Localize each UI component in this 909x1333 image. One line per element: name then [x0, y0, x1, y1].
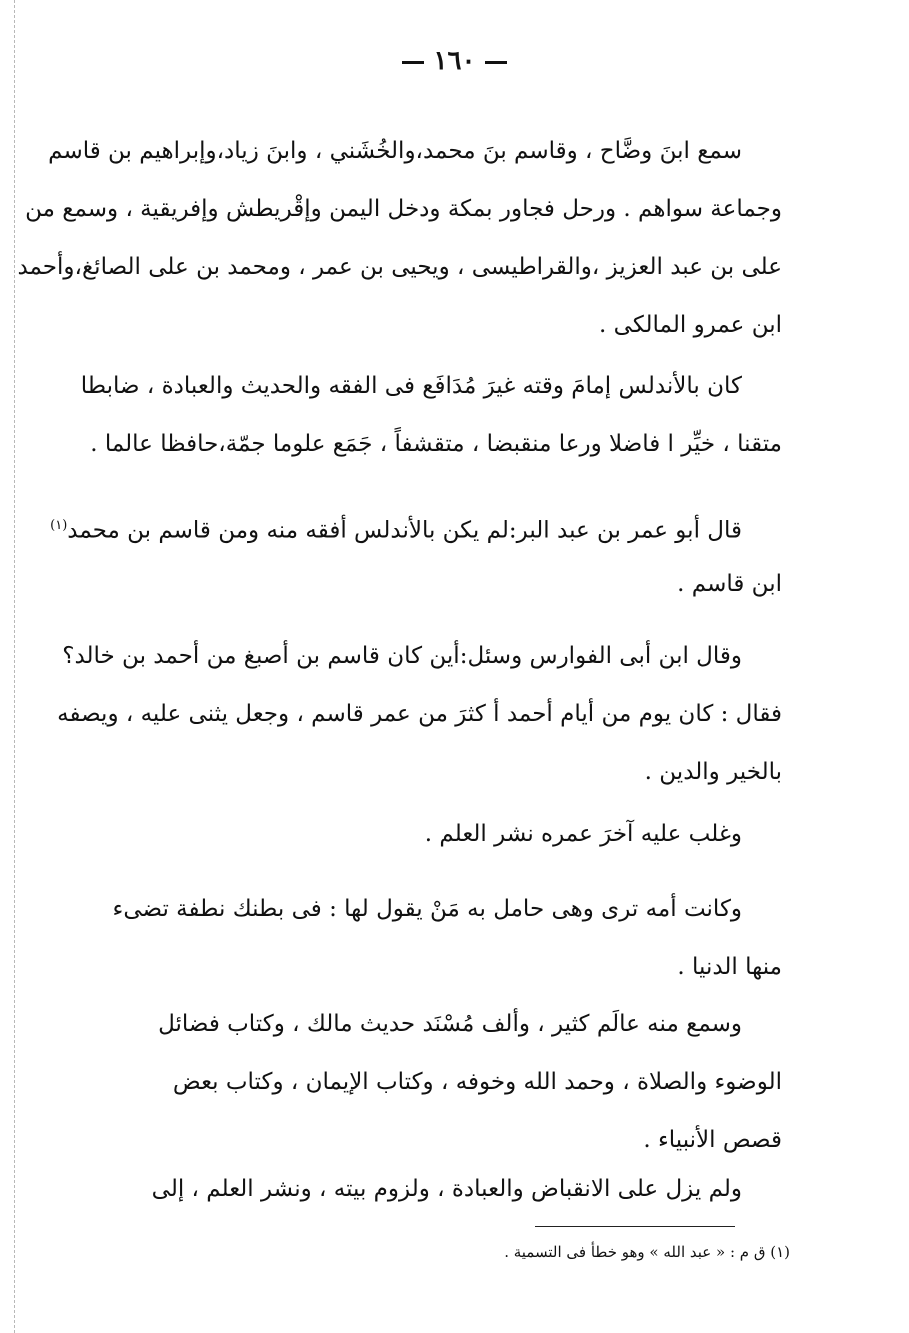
text-line: متقنا ، خيِّر ا فاضلا ورعا منقبضا ، متقشفاً ، جَمَع علوما جمّة،حافظا عالما .: [90, 431, 782, 457]
margin-rule: [14, 0, 15, 1333]
paragraph-8: [92, 1160, 782, 1218]
text-line: ابن عمرو المالكى .: [599, 312, 782, 338]
paragraph-1: [17, 122, 782, 354]
text-line: وسمع منه عالَم كثير ، وألف مُسْنَد حديث مالك ، وكتاب فضائل: [158, 1011, 742, 1037]
footnote-separator: [535, 1226, 735, 1227]
text-line: [50, 497, 782, 555]
paragraph-4: [57, 627, 782, 801]
page-number: [0, 46, 909, 76]
dash-right: [485, 61, 507, 64]
text-line: فقال : كان يوم من أيام أحمد أ كثرَ من عمر قاسم ، وجعل يثنى عليه ، ويصفه: [57, 701, 782, 727]
text-line-content: قال أبو عمر بن عبد البر:لم يكن بالأندلس أفقه منه ومن قاسم بن محمد: [67, 517, 742, 544]
text-line: وكانت أمه ترى وهى حامل به مَنْ يقول لها : فى بطنك نطفة تضىء: [112, 896, 742, 922]
paragraph-7: [92, 995, 782, 1169]
text-line: على بن عبد العزيز ،والقراطيسى ، ويحيى بن عمر ، ومحمد بن على الصائغ،وأحمد: [17, 254, 782, 280]
paragraph-2: [80, 357, 782, 473]
text-line: ولم يزل على الانقباض والعبادة ، ولزوم بيته ، ونشر العلم ، إلى: [151, 1176, 742, 1202]
text-line: الوضوء والصلاة ، وحمد الله وخوفه ، وكتاب الإيمان ، وكتاب بعض: [172, 1069, 782, 1095]
text-line: وجماعة سواهم . ورحل فجاور بمكة ودخل اليمن وإقْريطش وإفريقية ، وسمع من: [25, 196, 782, 222]
text-line: بالخير والدين .: [644, 759, 782, 785]
text-line: قصص الأنبياء .: [643, 1127, 782, 1153]
text-line: منها الدنيا .: [677, 954, 782, 980]
footnote: (١) ق م : « عبد الله » وهو خطأ فى التسمية .: [504, 1243, 790, 1261]
paragraph-5: [92, 805, 782, 863]
text-line: وقال ابن أبى الفوارس وسئل:أين كان قاسم بن أصبغ من أحمد بن خالد؟: [62, 643, 742, 669]
text-line: سمع ابنَ وضَّاح ، وقاسم بنَ محمد،والخُشَني ، وابنَ زياد،وإبراهيم بن قاسم: [48, 138, 742, 164]
text-line: ابن قاسم .: [677, 571, 782, 597]
text-line: كان بالأندلس إمامَ وقته غيرَ مُدَافَع فى الفقه والحديث والعبادة ، ضابطا: [80, 373, 742, 399]
paragraph-6: [92, 880, 782, 996]
paragraph-3: [50, 497, 782, 613]
footnote-marker: (١): [50, 518, 68, 533]
dash-left: [402, 61, 424, 64]
page-number-text: ١٦٠: [433, 46, 476, 76]
text-line: وغلب عليه آخرَ عمره نشر العلم .: [424, 821, 742, 847]
